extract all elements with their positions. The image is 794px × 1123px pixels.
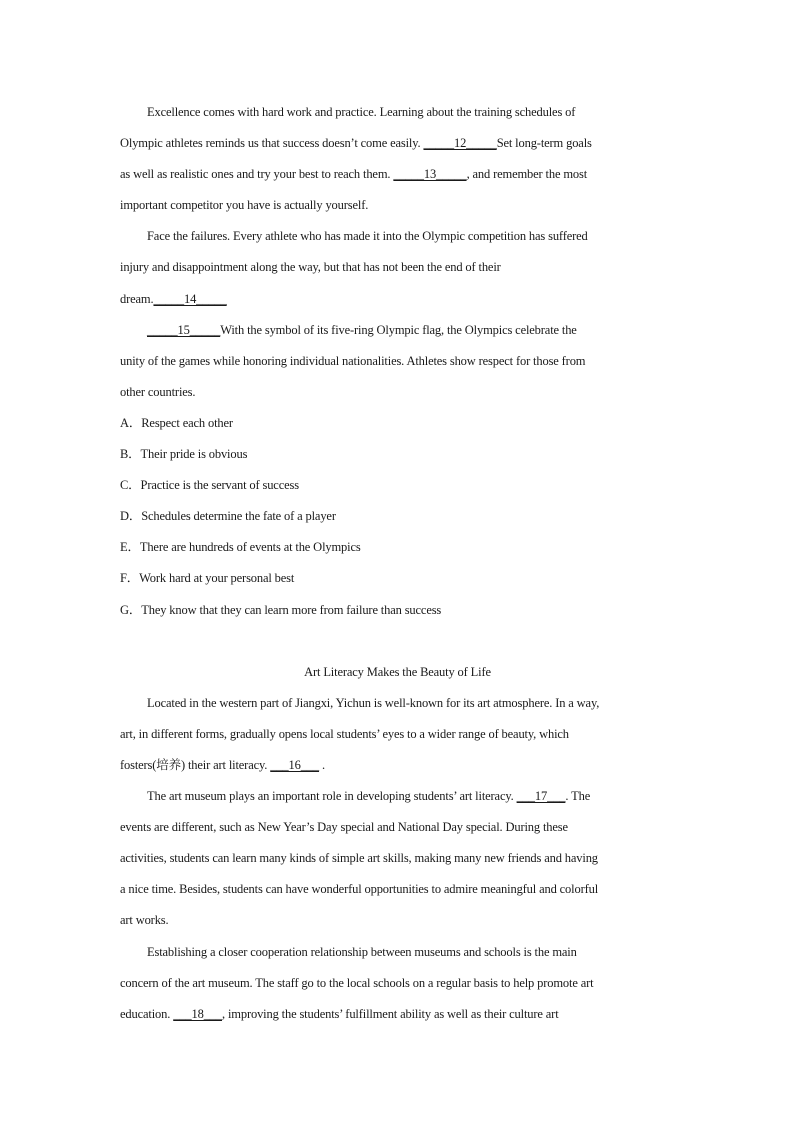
text: Olympic athletes reminds us that success doesn’t come easily.: [120, 136, 424, 151]
option-text: Practice is the servant of success: [140, 478, 299, 493]
p2-para2-line1: [120, 781, 675, 812]
p2-para2-line3: activities, students can learn many kinds of simple art skills, making many new friends and having: [120, 851, 598, 866]
text: , and remember the most: [466, 167, 588, 182]
option-letter: C．: [120, 478, 141, 493]
option-d: [120, 501, 675, 532]
option-f: [120, 563, 675, 594]
blank-15: _____15_____: [147, 322, 221, 337]
p1-para3-line2: unity of the games while honoring individual nationalities. Athletes show respect for those from: [120, 353, 586, 368]
p1-para2-line3: [120, 284, 675, 315]
p2-para2-line5: art works.: [120, 913, 169, 928]
p2-para3-line2: concern of the art museum. The staff go to the local schools on a regular basis to help promote art: [120, 975, 594, 990]
p2-para1-line1: Located in the western part of Jiangxi, Yichun is well-known for its art atmosphere. In a way,: [147, 695, 600, 710]
option-letter: G．: [120, 602, 142, 617]
blank-16: ___16___: [270, 757, 320, 772]
option-text: Their pride is obvious: [140, 447, 248, 462]
p2-para3-line3: [120, 999, 675, 1030]
option-a: [120, 408, 675, 439]
p1-para1-line2: [120, 128, 675, 159]
text: The art museum plays an important role in developing students’ art literacy.: [147, 789, 517, 804]
p1-para2-line2: injury and disappointment along the way, but that has not been the end of their: [120, 260, 501, 275]
option-letter: F．: [120, 571, 140, 586]
p2-para3-line1: Establishing a closer cooperation relationship between museums and schools is the main: [147, 944, 577, 959]
p1-para1-line4: important competitor you have is actually yourself.: [120, 198, 369, 213]
blank-12: _____12_____: [423, 136, 497, 151]
blank-17: ___17___: [516, 789, 566, 804]
text: education.: [120, 1006, 174, 1021]
option-b: [120, 439, 675, 470]
option-text: Respect each other: [141, 415, 233, 430]
text: dream.: [120, 291, 154, 306]
p1-para1-line1: Excellence comes with hard work and practice. Learning about the training schedules of: [147, 105, 576, 119]
option-text: Schedules determine the fate of a player: [141, 509, 336, 524]
p1-para1-line3: [120, 159, 675, 190]
p2-para1-line2: art, in different forms, gradually opens local students’ eyes to a wider range of beauty, which: [120, 726, 569, 741]
blank-18: ___18___: [173, 1006, 223, 1021]
option-e: [120, 532, 675, 563]
option-letter: E．: [120, 540, 140, 555]
option-text: There are hundreds of events at the Olympics: [139, 540, 361, 555]
passage2-title: Art Literacy Makes the Beauty of Life: [304, 664, 491, 679]
p2-para2-line2: events are different, such as New Year’s Day special and National Day special. During these: [120, 820, 568, 835]
p1-para3-line3: other countries.: [120, 384, 196, 399]
text: .: [319, 757, 325, 772]
p1-para2-line1: Face the failures. Every athlete who has made it into the Olympic competition has suffered: [147, 229, 588, 244]
blank-14: _____14_____: [153, 291, 227, 306]
text: With the symbol of its five-ring Olympic flag, the Olympics celebrate the: [220, 322, 577, 337]
text: Set long-term goals: [496, 136, 592, 151]
p1-para3-line1: [120, 315, 675, 346]
section-gap: [120, 626, 675, 657]
option-text: Work hard at your personal best: [139, 571, 295, 586]
text: . The: [565, 789, 591, 804]
text: fosters(培养) their art literacy.: [120, 757, 271, 772]
p2-para2-line4: a nice time. Besides, students can have wonderful opportunities to admire meaningful and colorful: [120, 882, 599, 897]
blank-13: _____13_____: [393, 167, 467, 182]
option-g: [120, 595, 675, 626]
p2-para1-line3: [120, 750, 675, 781]
option-c: [120, 470, 675, 501]
text: , improving the students’ fulfillment ability as well as their culture art: [222, 1006, 559, 1021]
document-content: [120, 97, 675, 1030]
option-letter: A．: [120, 415, 142, 430]
option-text: They know that they can learn more from failure than success: [141, 602, 442, 617]
option-letter: D．: [120, 509, 142, 524]
option-letter: B．: [120, 447, 141, 462]
text: as well as realistic ones and try your best to reach them.: [120, 167, 394, 182]
